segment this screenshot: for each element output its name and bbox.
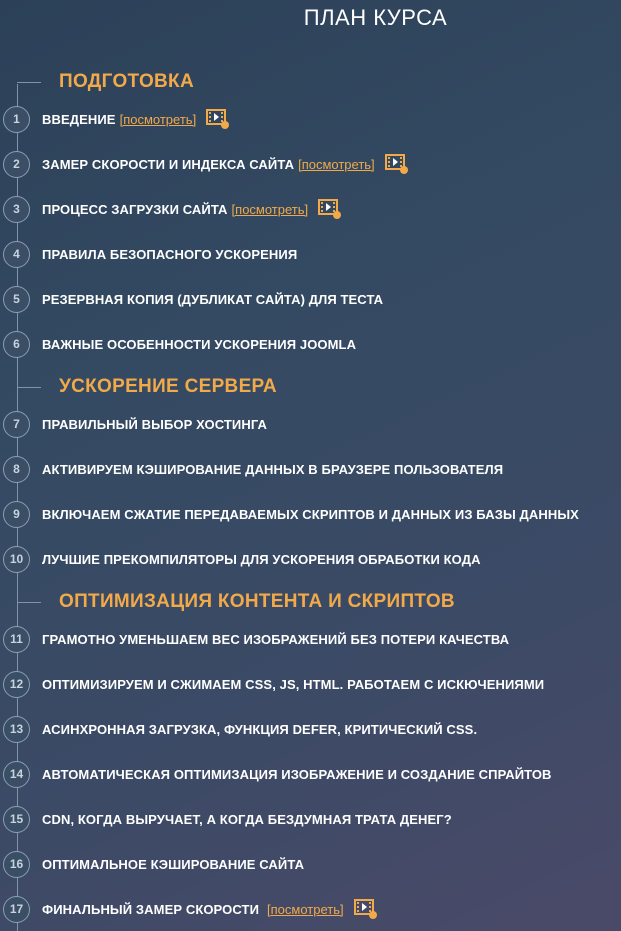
- view-link[interactable]: [посмотреть]: [231, 201, 309, 217]
- step-number: 11: [3, 626, 30, 653]
- video-play-icon[interactable]: [318, 198, 342, 220]
- item-title: ОПТИМАЛЬНОЕ КЭШИРОВАНИЕ САЙТА: [42, 856, 305, 872]
- section-label: ОПТИМИЗАЦИЯ КОНТЕНТА И СКРИПТОВ: [59, 591, 455, 612]
- item-title: ВКЛЮЧАЕМ СЖАТИЕ ПЕРЕДАВАЕМЫХ СКРИПТОВ И ДАННЫХ ИЗ БАЗЫ ДАННЫХ: [42, 506, 579, 522]
- step-number: 5: [3, 286, 30, 313]
- item-title: ПРОЦЕСС ЗАГРУЗКИ САЙТА: [42, 201, 228, 217]
- course-item-5: [3, 284, 383, 314]
- course-item-14: [3, 759, 552, 789]
- section-header-server: [17, 375, 277, 399]
- view-link[interactable]: [посмотреть]: [119, 111, 197, 127]
- step-number: 17: [3, 896, 30, 923]
- course-item-10: [3, 544, 481, 574]
- section-header-content: [17, 590, 455, 614]
- video-play-icon[interactable]: [354, 898, 378, 920]
- video-play-icon[interactable]: [206, 108, 230, 130]
- course-item-12: [3, 669, 544, 699]
- step-number: 7: [3, 411, 30, 438]
- course-item-11: [3, 624, 509, 654]
- section-label: УСКОРЕНИЕ СЕРВЕРА: [59, 376, 277, 397]
- item-title: РЕЗЕРВНАЯ КОПИЯ (ДУБЛИКАТ САЙТА) ДЛЯ ТЕСТА: [42, 291, 384, 307]
- item-title: ФИНАЛЬНЫЙ ЗАМЕР СКОРОСТИ: [42, 901, 260, 917]
- course-item-13: [3, 714, 477, 744]
- course-item-7: [3, 409, 267, 439]
- timeline-tick: [17, 82, 41, 83]
- item-title: ЛУЧШИЕ ПРЕКОМПИЛЯТОРЫ ДЛЯ УСКОРЕНИЯ ОБРАБОТКИ КОДА: [42, 551, 481, 567]
- step-number: 3: [3, 196, 30, 223]
- course-item-15: [3, 804, 452, 834]
- course-item-9: [3, 499, 579, 529]
- step-number: 4: [3, 241, 30, 268]
- view-link[interactable]: [посмотреть]: [267, 901, 344, 917]
- course-item-6: [3, 329, 356, 359]
- step-number: 15: [3, 806, 30, 833]
- step-number: 16: [3, 851, 30, 878]
- course-item-16: [3, 849, 304, 879]
- item-title: ВАЖНЫЕ ОСОБЕННОСТИ УСКОРЕНИЯ JOOMLA: [42, 336, 357, 352]
- item-title: АСИНХРОННАЯ ЗАГРУЗКА, ФУНКЦИЯ DEFER, КРИТИЧЕСКИЙ CSS.: [42, 721, 478, 737]
- step-number: 12: [3, 671, 30, 698]
- item-title: АКТИВИРУЕМ КЭШИРОВАНИЕ ДАННЫХ В БРАУЗЕРЕ ПОЛЬЗОВАТЕЛЯ: [42, 461, 504, 477]
- view-link[interactable]: [посмотреть]: [298, 156, 375, 172]
- step-number: 14: [3, 761, 30, 788]
- course-item-8: [3, 454, 503, 484]
- step-number: 6: [3, 331, 30, 358]
- step-number: 13: [3, 716, 30, 743]
- course-item-3: [3, 194, 342, 224]
- video-play-icon[interactable]: [385, 153, 409, 175]
- step-number: 2: [3, 151, 30, 178]
- step-number: 9: [3, 501, 30, 528]
- step-number: 1: [3, 106, 30, 133]
- course-item-17: [3, 894, 378, 924]
- item-title: ГРАМОТНО УМЕНЬШАЕМ ВЕС ИЗОБРАЖЕНИЙ БЕЗ ПОТЕРИ КАЧЕСТВА: [42, 631, 510, 647]
- item-title: ПРАВИЛЬНЫЙ ВЫБОР ХОСТИНГА: [42, 416, 268, 432]
- item-title: ЗАМЕР СКОРОСТИ И ИНДЕКСА САЙТА: [42, 156, 295, 172]
- step-number: 10: [3, 546, 30, 573]
- page-title: ПЛАН КУРСА: [303, 5, 448, 30]
- course-item-2: [3, 149, 409, 179]
- item-title: ОПТИМИЗИРУЕМ И СЖИМАЕМ CSS, JS, HTML. РАБОТАЕМ С ИСКЮЧЕНИЯМИ: [42, 676, 545, 692]
- item-title: АВТОМАТИЧЕСКАЯ ОПТИМИЗАЦИЯ ИЗОБРАЖЕНИЕ И СОЗДАНИЕ СПРАЙТОВ: [42, 766, 552, 782]
- timeline-tick: [17, 387, 41, 388]
- timeline-tick: [17, 602, 41, 603]
- course-item-4: [3, 239, 297, 269]
- item-title: ПРАВИЛА БЕЗОПАСНОГО УСКОРЕНИЯ: [42, 246, 298, 262]
- item-title: ВВЕДЕНИЕ: [42, 111, 116, 127]
- section-label: ПОДГОТОВКА: [59, 71, 194, 92]
- step-number: 8: [3, 456, 30, 483]
- course-item-1: [3, 104, 230, 134]
- item-title: CDN, КОГДА ВЫРУЧАЕТ, А КОГДА БЕЗДУМНАЯ ТРАТА ДЕНЕГ?: [42, 811, 452, 827]
- section-header-preparation: [17, 70, 194, 94]
